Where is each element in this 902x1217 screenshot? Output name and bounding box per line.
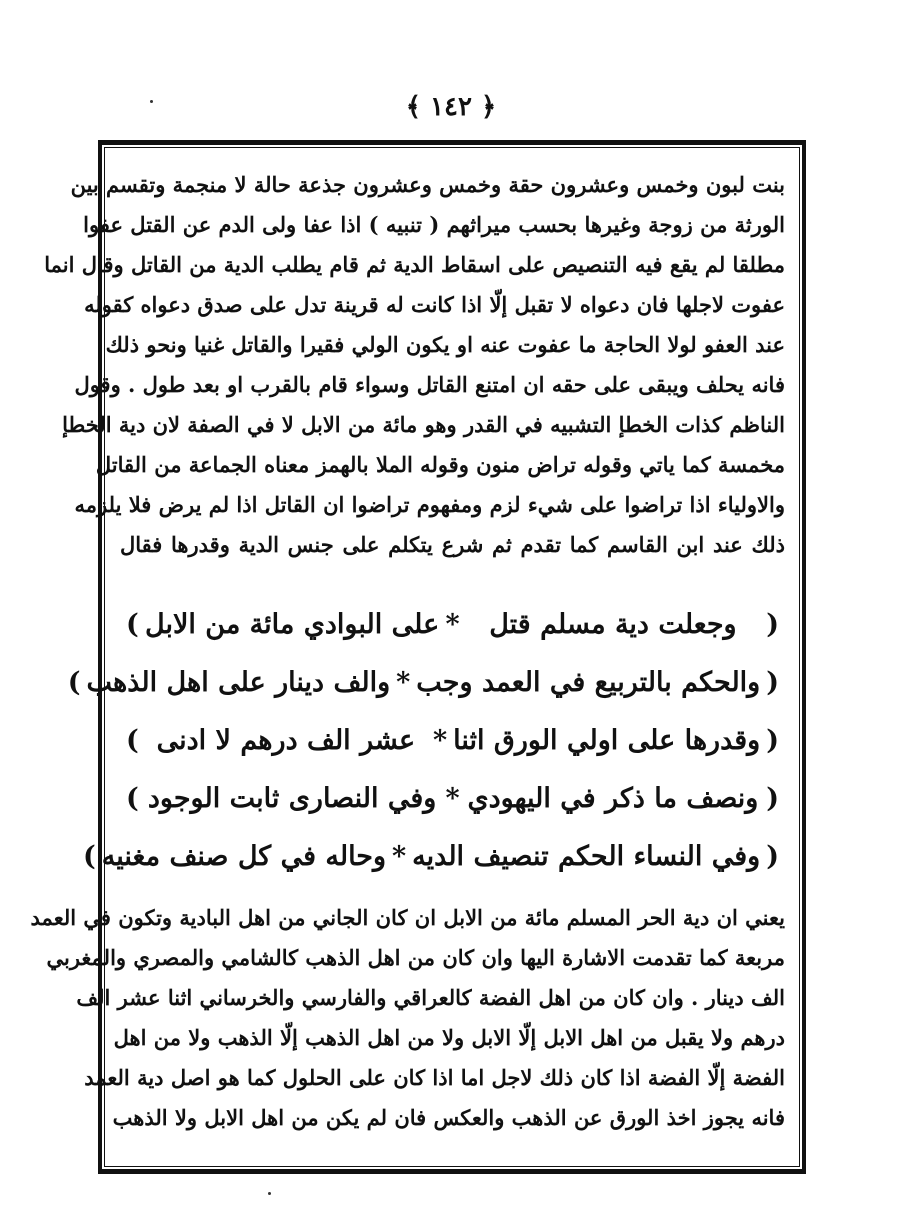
text-line: الف دينار . وان كان من اهل الفضة كالعراقي والفارسي والخرساني اثنا عشر الف xyxy=(76,985,785,1010)
verse-second-hemistich: وحاله في كل صنف مغنيه xyxy=(101,841,387,872)
text-line: يعني ان دية الحر المسلم مائة من الابل ان كان الجاني من اهل البادية وتكون في العمد xyxy=(30,905,785,930)
scan-speck xyxy=(150,100,153,103)
text-line: فانه يحلف ويبقى على حقه ان امتنع القاتل وسواء قام بالقرب او بعد طول . وقول xyxy=(74,372,785,397)
verse-second-hemistich: على البوادي مائة من الابل xyxy=(145,609,440,640)
commentary-paragraph-2 xyxy=(30,898,785,1138)
text-line: الفضة إلّا الفضة اذا كان ذلك لاجل اما اذا كان على الحلول كما هو اصل دية العمد xyxy=(84,1065,785,1090)
text-line: ذلك عند ابن القاسم كما تقدم ثم شرع يتكلم على جنس الدية وقدرها فقال xyxy=(120,532,785,557)
scan-speck xyxy=(268,1192,271,1195)
text-line: عفوت لاجلها فان دعواه لا تقبل إلّا اذا كانت له قرينة تدل على صدق دعواه كقوله xyxy=(84,292,785,317)
text-line: والاولياء اذا تراضوا على شيء لزم ومفهوم تراضوا ان القاتل اذا لم يرض فلا يلزمه xyxy=(74,492,785,517)
verse-second-hemistich: وفي النصارى ثابت الوجود xyxy=(147,783,437,814)
verse-first-hemistich: وقدرها على اولي الورق اثنا xyxy=(453,725,761,756)
text-line: درهم ولا يقبل من اهل الابل إلّا الابل ولا من اهل الذهب إلّا الذهب ولا من اهل xyxy=(113,1025,785,1050)
text-line: مطلقا لم يقع فيه التنصيص على اسقاط الدية ثم قام يطلب الدية من القاتل وقال انما xyxy=(44,252,785,277)
verse-second-hemistich: عشر الف درهم لا ادنى xyxy=(156,725,416,756)
text-line: فانه يجوز اخذ الورق عن الذهب والعكس فان لم يكن من اهل الابل ولا الذهب xyxy=(112,1105,785,1130)
verse-line: ( والحكم بالتربيع في العمد وجب * والف دينار على اهل الذهب ) xyxy=(120,654,785,712)
verse-first-hemistich: والحكم بالتربيع في العمد وجب xyxy=(416,667,761,698)
verse-first-hemistich: وجعلت دية مسلم قتل xyxy=(489,609,737,640)
text-line: الناظم كذات الخطإ التشبيه في القدر وهو مائة من الابل لا في الصفة لان دية الخطإ xyxy=(62,412,785,437)
verse-line: ( وفي النساء الحكم تنصيف الديه * وحاله في كل صنف مغنيه ) xyxy=(120,828,785,886)
text-line: مربعة كما تقدمت الاشارة اليها وان كان من اهل الذهب كالشامي والمصري والمغربي xyxy=(46,945,785,970)
verse-line: ( وجعلت دية مسلم قتل * على البوادي مائة من الابل ) xyxy=(120,596,785,654)
text-line: بنت لبون وخمس وعشرون حقة وخمس وعشرون جذعة حالة لا منجمة وتقسم بين xyxy=(70,172,785,197)
page-number: ﴿ ١٤٢ ﴾ xyxy=(405,92,497,122)
text-line: مخمسة كما ياتي وقوله تراض منون وقوله الملا بالهمز معناه الجماعة من القاتل xyxy=(95,452,785,477)
verse-second-hemistich: والف دينار على اهل الذهب xyxy=(86,667,391,698)
verse-first-hemistich: ونصف ما ذكر في اليهودي xyxy=(467,783,759,814)
verse-first-hemistich: وفي النساء الحكم تنصيف الديه xyxy=(412,841,761,872)
verse-line: ( وقدرها على اولي الورق اثنا * عشر الف درهم لا ادنى ) xyxy=(120,712,785,770)
commentary-paragraph-1 xyxy=(44,165,785,565)
poem-verses xyxy=(67,596,785,886)
text-line: عند العفو لولا الحاجة ما عفوت عنه او يكون الولي فقيرا والقاتل غنيا ونحو ذلك xyxy=(105,332,785,357)
text-line: الورثة من زوجة وغيرها بحسب ميراثهم ( تنبيه ) اذا عفا ولى الدم عن القتل عفوا xyxy=(83,212,785,237)
verse-line: ( ونصف ما ذكر في اليهودي * وفي النصارى ثابت الوجود ) xyxy=(120,770,785,828)
